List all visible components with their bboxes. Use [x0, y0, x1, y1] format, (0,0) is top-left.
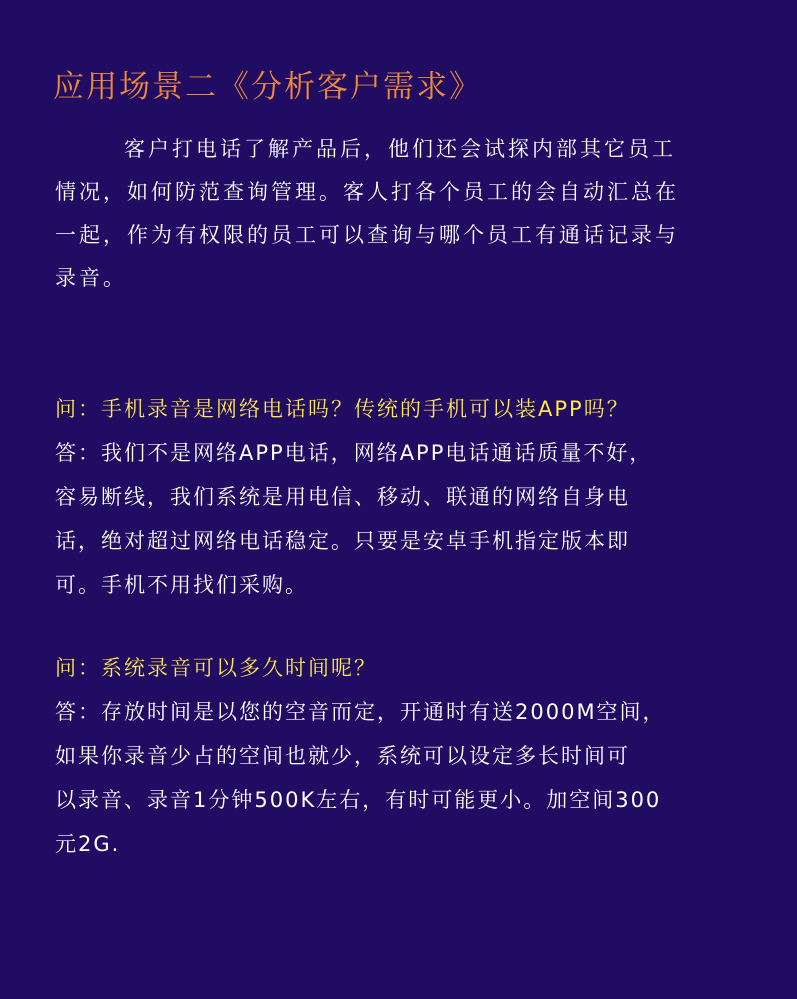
- intro-paragraph: [55, 128, 755, 300]
- answer-line: 如果你录音少占的空间也就少，系统可以设定多长时间可: [55, 744, 630, 768]
- answer-line: 容易断线，我们系统是用电信、移动、联通的网络自身电: [55, 485, 630, 509]
- intro-line: 情况，如何防范查询管理。客人打各个员工的会自动汇总在: [55, 180, 679, 204]
- answer-line: 元2G.: [55, 832, 121, 856]
- qa-block-recording-storage: [55, 646, 755, 866]
- qa-block-mobile-recording: [55, 387, 755, 607]
- answer-line: 答：存放时间是以您的空音而定，开通时有送2000M空间，: [55, 700, 666, 724]
- question-text: 问：系统录音可以多久时间呢？: [55, 656, 377, 680]
- answer-line: 话，绝对超过网络电话稳定。只要是安卓手机指定版本即: [55, 529, 630, 553]
- intro-line: 录音。: [55, 266, 127, 290]
- intro-line: 客户打电话了解产品后，他们还会试探内部其它员工: [124, 137, 676, 161]
- answer-line: 可。手机不用找们采购。: [55, 573, 308, 597]
- answer-line: 答：我们不是网络APP电话，网络APP电话通话质量不好，: [55, 441, 653, 465]
- question-text: 问：手机录音是网络电话吗？传统的手机可以装APP吗？: [55, 397, 630, 421]
- intro-line: 一起，作为有权限的员工可以查询与哪个员工有通话记录与: [55, 223, 679, 247]
- page-title: 应用场景二《分析客户需求》: [53, 69, 482, 105]
- answer-line: 以录音、录音1分钟500K左右，有时可能更小。加空间300: [55, 788, 662, 812]
